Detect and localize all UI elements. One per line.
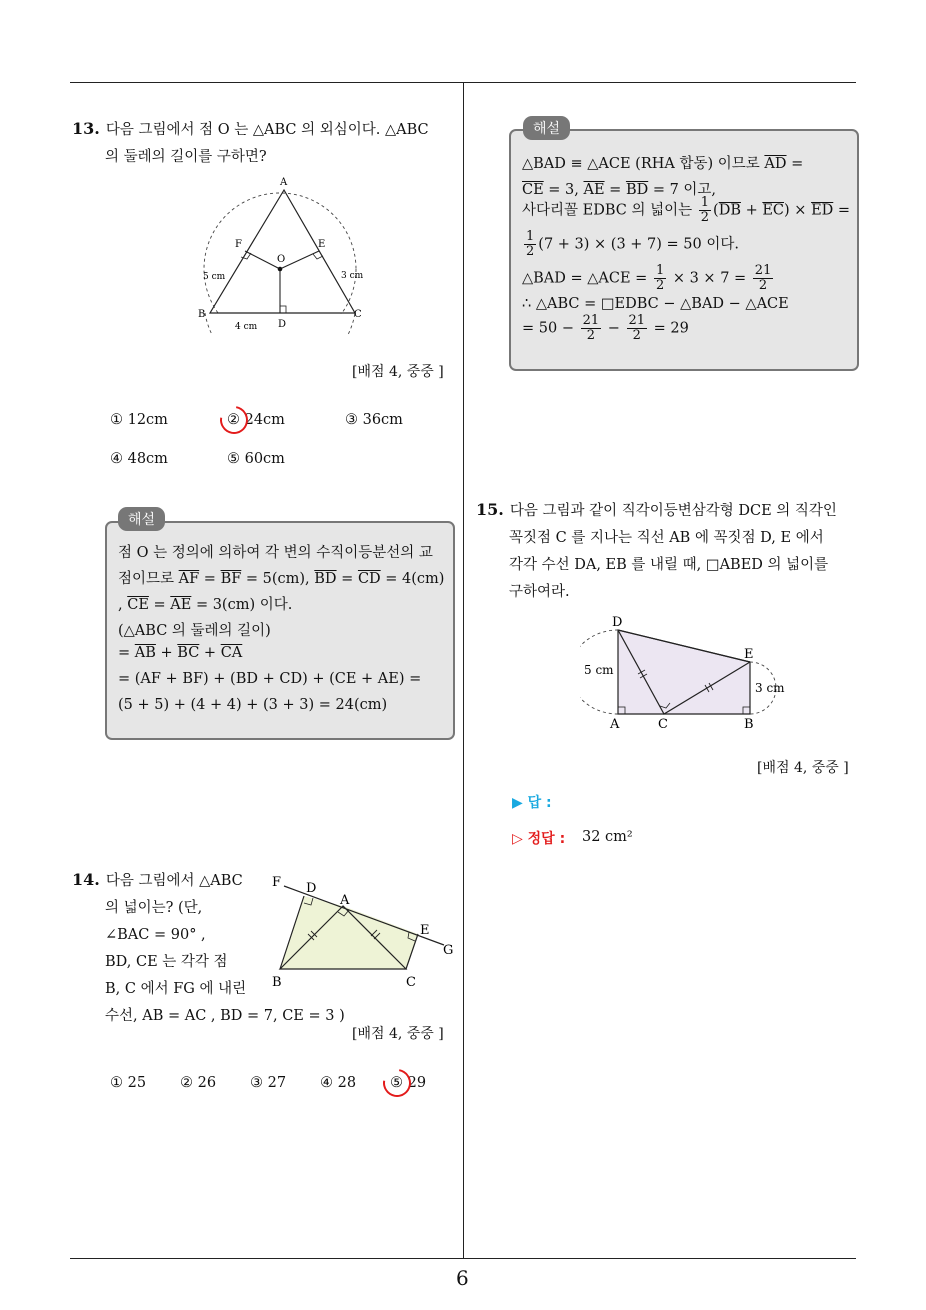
question-15-line1: 다음 그림과 같이 직각이등변삼각형 DCE 의 직각인 (509, 503, 837, 519)
label-5cm-15: 5 cm (584, 663, 614, 677)
question-15-line2: 꼭짓점 C 를 지나는 직선 AB 에 꼭짓점 D, E 에서 (509, 530, 824, 546)
question-14-number: 14. (72, 870, 100, 889)
question-14 (72, 866, 345, 1030)
question-13-figure (195, 175, 375, 335)
question-14-line2: 의 넓이는? (단, (105, 900, 203, 916)
explain13-line1: 점 O 는 정의에 의하여 각 변의 수직이등분선의 교 (118, 545, 433, 561)
q13-choice-3[interactable]: ③ 36cm (345, 412, 403, 428)
explain13-line6: = (AF + BF) + (BD + CD) + (CE + AE) = (118, 671, 422, 687)
label-5cm: 5 cm (203, 272, 226, 282)
label-3cm: 3 cm (341, 271, 364, 281)
label-f: F (235, 239, 242, 250)
answer-input-label[interactable]: ▶ 답 : (512, 795, 552, 811)
question-14-figure (266, 872, 462, 992)
explain13-line3: , $\overline{CE} = \overline{AE} = 3(cm)$ 이다. (118, 597, 293, 613)
explain13-line4: (△ABC 의 둘레의 길이) (118, 623, 271, 639)
triangle-abc (210, 190, 355, 313)
label-f-14: F (272, 875, 282, 890)
label-e: E (318, 239, 326, 250)
question-15-line4: 구하여라. (509, 584, 570, 600)
explanation-tag-13: 해설 (118, 507, 165, 531)
selected-mark-icon (378, 1064, 417, 1103)
q14-choice-3[interactable]: ③ 27 (250, 1075, 287, 1091)
label-b: B (198, 309, 206, 320)
label-o: O (277, 254, 286, 265)
label-c-14: C (406, 975, 416, 990)
question-14-line1: 다음 그림에서 △ABC (105, 873, 243, 889)
explain13-line7: (5 + 5) + (4 + 4) + (3 + 3) = 24(cm) (118, 697, 388, 713)
question-13-line1: 다음 그림에서 점 O 는 △ABC 의 외심이다. △ABC (105, 122, 429, 138)
q13-choice-2[interactable]: ② 24cm (227, 412, 285, 428)
label-g-14: G (443, 943, 454, 958)
label-3cm-15: 3 cm (755, 681, 785, 695)
label-4cm: 4 cm (235, 322, 258, 332)
column-divider (463, 82, 464, 1258)
explain13-line2: 점이므로 $\overline{AF} = \overline{BF} = 5(cm)$, $\overline{BD} = \overline{CD} = 4(cm)$ (118, 571, 445, 587)
correct-answer-value: 32 cm² (582, 829, 633, 845)
q14-choice-2[interactable]: ② 26 (180, 1075, 217, 1091)
question-13-number: 13. (72, 119, 100, 138)
page-number: 6 (456, 1266, 469, 1290)
question-13 (72, 115, 457, 171)
label-b-14: B (272, 975, 282, 990)
explain14-line1: △BAD ≡ △ACE (RHA 합동) 이므로 $\overline{AD}$ = (522, 156, 804, 172)
explain14-line4: $\frac{1}{2}$ (7 + 3) × (3 + 7) = 50 이다. (526, 229, 739, 259)
question-15-line3: 각각 수선 DA, EB 를 내릴 때, □ABED 의 넓이를 (509, 557, 829, 573)
selected-mark-icon (215, 401, 254, 440)
question-14-line4: BD, CE 는 각각 점 (105, 954, 228, 970)
label-d-14: D (306, 881, 317, 896)
question-15-score: [배점 4, 중중 ] (757, 760, 849, 776)
explain14-line3: 사다리꼴 EDBC 의 넓이는 $\frac{1}{2}$ $(\overline{DB} + \overline{EC}) \times \overline{ED}$ = (522, 195, 851, 225)
question-14-score: [배점 4, 중중 ] (352, 1026, 444, 1042)
question-13-score: [배점 4, 중중 ] (352, 364, 444, 380)
explain14-line7: = 50 − $\frac{21}{2}$ − $\frac{21}{2}$ = 29 (522, 313, 689, 343)
label-e-14: E (420, 923, 430, 938)
explain14-line2: $\overline{CE} = 3$, $\overline{AE} = \overline{BD} = 7$ 이고, (522, 182, 717, 198)
q14-choice-1[interactable]: ① 25 (110, 1075, 147, 1091)
q13-choice-4[interactable]: ④ 48cm (110, 451, 168, 467)
label-d: D (278, 319, 287, 330)
correct-answer-label: ▷ 정답 : (512, 831, 566, 847)
label-b-15: B (744, 717, 754, 732)
label-c-15: C (658, 717, 668, 732)
explain14-line5: △BAD = △ACE = $\frac{1}{2}$ × 3 × 7 = $\frac{21}{2}$ (522, 263, 772, 293)
label-c: C (354, 309, 362, 320)
label-a: A (280, 177, 288, 188)
question-14-line5: B, C 에서 FG 에 내린 (105, 981, 247, 997)
q14-choice-4[interactable]: ④ 28 (320, 1075, 357, 1091)
explanation-tag-14: 해설 (523, 116, 570, 140)
question-13-line2: 의 둘레의 길이를 구하면? (105, 149, 267, 165)
q14-choice-5[interactable]: ⑤ 29 (390, 1075, 427, 1091)
question-15-number: 15. (476, 500, 504, 519)
label-a-14: A (340, 893, 350, 908)
question-15 (476, 496, 860, 606)
label-d-15: D (612, 615, 623, 630)
explain13-line5: = $\overline{AB} + \overline{BC} + \overline{CA}$ (118, 645, 243, 661)
q13-choice-1[interactable]: ① 12cm (110, 412, 168, 428)
question-15-figure (580, 612, 790, 734)
explain14-line6: ∴ △ABC = □EDBC − △BAD − △ACE (522, 296, 789, 312)
label-a-15: A (610, 717, 620, 732)
q13-choice-5[interactable]: ⑤ 60cm (227, 451, 285, 467)
question-14-line3: ∠BAC = 90° , (105, 927, 206, 943)
label-e-15: E (744, 647, 754, 662)
question-14-line6: 수선, AB = AC , BD = 7, CE = 3 ) (105, 1008, 345, 1024)
bottom-rule (70, 1258, 856, 1259)
